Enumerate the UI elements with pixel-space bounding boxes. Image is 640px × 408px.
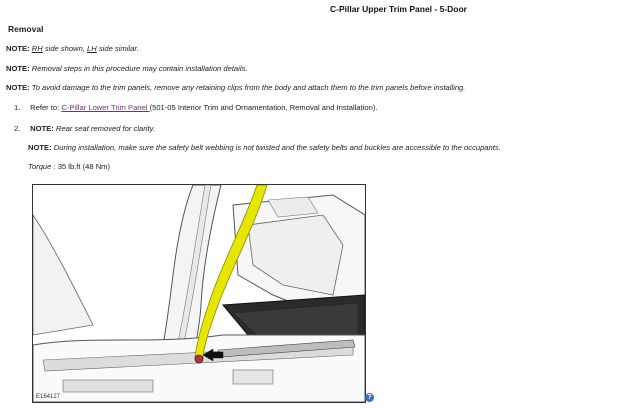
step-number: 1. bbox=[14, 103, 21, 112]
figure-id: E164127 bbox=[36, 394, 61, 400]
section-heading: Removal bbox=[8, 24, 44, 34]
step-text: (501-05 Interior Trim and Ornamentation, Removal and Installation). bbox=[149, 103, 378, 112]
torque-label: Torque bbox=[28, 162, 52, 171]
step-2-note bbox=[28, 143, 501, 152]
note-label: NOTE: bbox=[30, 124, 54, 133]
rh-text: RH bbox=[31, 44, 43, 53]
step-text: Refer to: bbox=[30, 103, 62, 112]
step-text: Rear seat removed for clarity. bbox=[55, 124, 155, 133]
c-pillar-illustration bbox=[32, 184, 366, 403]
note-label: NOTE: bbox=[28, 143, 52, 152]
step-number: 2. bbox=[14, 124, 21, 133]
note-trim-damage bbox=[6, 83, 465, 92]
note-removal-steps bbox=[6, 64, 247, 73]
torque-spec bbox=[28, 162, 110, 171]
illustration-drawing bbox=[33, 185, 365, 402]
note-text: side shown, bbox=[42, 44, 88, 53]
step-1 bbox=[14, 103, 378, 112]
note-text: During installation, make sure the safety belt webbing is not twisted and the safety belts and buckles are accessible to the occupants. bbox=[53, 143, 501, 152]
note-label: NOTE: bbox=[6, 64, 30, 73]
torque-value: : 35 lb.ft (48 Nm) bbox=[51, 162, 111, 171]
note-text: Removal steps in this procedure may contain installation details. bbox=[31, 64, 248, 73]
help-icon[interactable]: ? bbox=[365, 393, 374, 402]
note-text: To avoid damage to the trim panels, remove any retaining clips from the body and attach them to the trim panels before installing. bbox=[31, 83, 466, 92]
c-pillar-lower-trim-link[interactable]: C-Pillar Lower Trim Panel bbox=[61, 103, 150, 112]
note-label: NOTE: bbox=[6, 44, 30, 53]
note-text: side similar. bbox=[96, 44, 139, 53]
note-rh-lh bbox=[6, 44, 139, 53]
step-2 bbox=[14, 124, 155, 133]
page-title: C-Pillar Upper Trim Panel - 5-Door bbox=[330, 4, 467, 14]
note-label: NOTE: bbox=[6, 83, 30, 92]
lh-text: LH bbox=[87, 44, 97, 53]
